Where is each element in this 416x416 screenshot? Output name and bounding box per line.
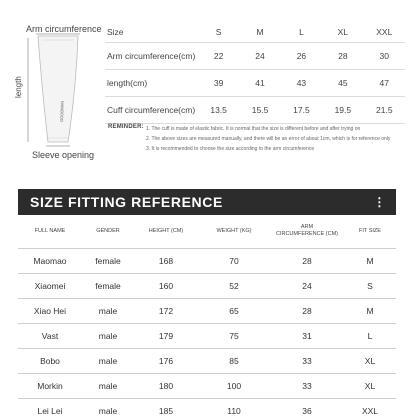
size-spec-table <box>105 23 405 124</box>
size-header-cell: S <box>198 23 239 42</box>
arm-circumference-cell: 31 <box>270 323 344 348</box>
arm-circumference-cell: 28 <box>270 298 344 323</box>
size-spec-cell: 30 <box>364 42 405 69</box>
gender-cell: male <box>82 398 134 416</box>
reminder-line: 3. It is recommended to choose the size according to the arm circumference <box>146 146 315 152</box>
weight-cell: 75 <box>198 323 270 348</box>
full-name-cell: Xiaomei <box>18 273 82 298</box>
size-header-cell: XL <box>322 23 363 42</box>
size-spec-cell: 41 <box>239 69 280 96</box>
fit-size-cell: M <box>344 298 396 323</box>
size-spec-row <box>105 69 405 96</box>
column-header: FULL NAME <box>18 215 82 248</box>
size-spec-cell: 13.5 <box>198 96 239 123</box>
size-spec-row-label: Arm circumference(cm) <box>105 42 198 69</box>
full-name-cell: Xiao Hei <box>18 298 82 323</box>
size-spec-cell: 43 <box>281 69 322 96</box>
size-spec-cell: 19.5 <box>322 96 363 123</box>
size-spec-cell: 24 <box>239 42 280 69</box>
length-label: length <box>14 76 23 98</box>
gender-cell: male <box>82 323 134 348</box>
full-name-cell: Morkin <box>18 373 82 398</box>
size-spec-row <box>105 96 405 123</box>
column-header: HEIGHT (CM) <box>134 215 198 248</box>
gender-cell: female <box>82 273 134 298</box>
full-name-cell: Bobo <box>18 348 82 373</box>
table-row <box>18 323 396 348</box>
table-row <box>18 248 396 273</box>
fitting-header-row <box>18 215 396 248</box>
size-spec-cell: 15.5 <box>239 96 280 123</box>
height-cell: 180 <box>134 373 198 398</box>
size-fitting-banner <box>18 189 396 215</box>
arm-circumference-cell: 33 <box>270 348 344 373</box>
size-chart-section <box>0 0 416 178</box>
arm-circumference-cell: 33 <box>270 373 344 398</box>
arm-circumference-cell: 36 <box>270 398 344 416</box>
full-name-cell: Maomao <box>18 248 82 273</box>
fit-size-cell: XXL <box>344 398 396 416</box>
size-header-cell: M <box>239 23 280 42</box>
fit-size-cell: XL <box>344 373 396 398</box>
height-cell: 176 <box>134 348 198 373</box>
size-spec-row-label: length(cm) <box>105 69 198 96</box>
arm-circumference-cell: 24 <box>270 273 344 298</box>
size-fitting-table <box>18 215 396 416</box>
more-options-icon[interactable]: ⋮ <box>373 195 386 209</box>
reminder-line: 2. The above sizes are measured manually, and there will be an error of about 1cm, which is for reference only <box>146 136 391 142</box>
table-row <box>18 398 396 416</box>
full-name-cell: Vast <box>18 323 82 348</box>
column-header: ARM CIRCUMFERENCE (CM) <box>270 215 344 248</box>
size-header-cell: Size <box>105 23 198 42</box>
height-cell: 185 <box>134 398 198 416</box>
size-spec-row-label: Cuff circumference(cm) <box>105 96 198 123</box>
size-header-cell: L <box>281 23 322 42</box>
fit-size-cell: XL <box>344 348 396 373</box>
gender-cell: female <box>82 248 134 273</box>
height-cell: 168 <box>134 248 198 273</box>
size-spec-cell: 39 <box>198 69 239 96</box>
column-header: FIT SIZE <box>344 215 396 248</box>
height-cell: 179 <box>134 323 198 348</box>
reminder-line: 1. The cuff is made of elastic fabric. It is normal that the size is different before and after trying on <box>146 126 361 132</box>
section-title: SIZE FITTING REFERENCE <box>30 194 223 210</box>
gender-cell: male <box>82 373 134 398</box>
size-spec-cell: 47 <box>364 69 405 96</box>
table-row <box>18 273 396 298</box>
table-row <box>18 348 396 373</box>
sleeve-brand-text: GOODMAN <box>59 100 65 123</box>
size-spec-cell: 28 <box>322 42 363 69</box>
table-row <box>18 373 396 398</box>
size-spec-cell: 45 <box>322 69 363 96</box>
weight-cell: 65 <box>198 298 270 323</box>
reminder-title: REMINDER: <box>108 124 144 130</box>
size-spec-row <box>105 42 405 69</box>
weight-cell: 52 <box>198 273 270 298</box>
height-cell: 172 <box>134 298 198 323</box>
fitting-table-body <box>18 248 396 416</box>
full-name-cell: Lei Lei <box>18 398 82 416</box>
table-row <box>18 298 396 323</box>
weight-cell: 110 <box>198 398 270 416</box>
height-cell: 160 <box>134 273 198 298</box>
gender-cell: male <box>82 348 134 373</box>
column-header: GENDER <box>82 215 134 248</box>
weight-cell: 100 <box>198 373 270 398</box>
fit-size-cell: M <box>344 248 396 273</box>
size-spec-cell: 22 <box>198 42 239 69</box>
weight-cell: 85 <box>198 348 270 373</box>
gender-cell: male <box>82 298 134 323</box>
size-spec-header-row <box>105 23 405 42</box>
size-spec-cell: 26 <box>281 42 322 69</box>
size-spec-cell: 17.5 <box>281 96 322 123</box>
fit-size-cell: S <box>344 273 396 298</box>
arm-circumference-label: Arm circumference <box>26 24 102 34</box>
reminder-lines <box>146 124 390 154</box>
size-header-cell: XXL <box>364 23 405 42</box>
column-header: WEIGHT (KG) <box>198 215 270 248</box>
sleeve-opening-label: Sleeve opening <box>32 150 95 160</box>
size-spec-cell: 21.5 <box>364 96 405 123</box>
weight-cell: 70 <box>198 248 270 273</box>
arm-circumference-cell: 28 <box>270 248 344 273</box>
fit-size-cell: L <box>344 323 396 348</box>
